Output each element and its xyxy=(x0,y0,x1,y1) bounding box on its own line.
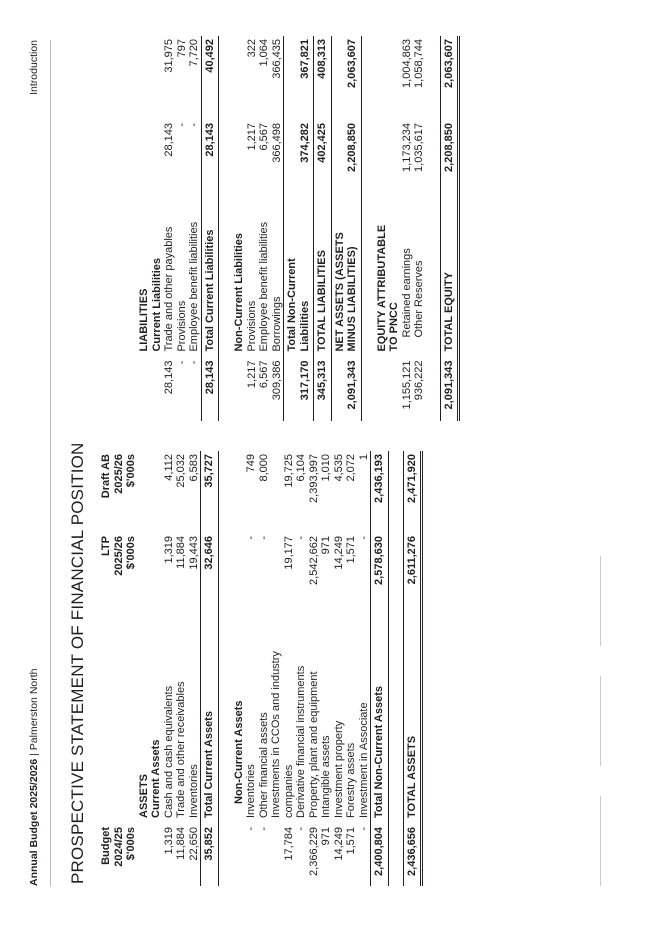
cell-ltp: 1,217 xyxy=(245,123,258,151)
cell-label: Total Current Liabilities xyxy=(201,204,219,358)
footer-rule xyxy=(600,556,602,646)
cell-budget: 22,650 xyxy=(187,827,200,861)
total-liabilities-row xyxy=(314,36,332,421)
cell-draft: 8,000 xyxy=(257,454,270,482)
liabilities-heading: LIABILITIES xyxy=(138,288,150,352)
cell-ltp: 366,498 xyxy=(270,123,283,163)
cell-draft: 31,975 xyxy=(163,39,175,73)
total-noncurrent-liabilities-row xyxy=(284,36,314,421)
cell-budget: 309,386 xyxy=(270,360,283,401)
cell-draft: 2,063,607 xyxy=(440,36,459,120)
cell-label: NET ASSETS (ASSETS MINUS LIABILITIES) xyxy=(331,204,361,358)
table-row xyxy=(320,451,333,886)
cell-draft: 797 xyxy=(175,39,188,58)
cell-budget: 1,217 xyxy=(245,360,258,389)
cell-ltp: - xyxy=(257,536,270,540)
cell-label: Forestry assets xyxy=(345,742,357,818)
cell-budget: - xyxy=(257,827,270,831)
table-row xyxy=(175,451,188,886)
cell-budget: 17,784 xyxy=(282,827,295,861)
draft-col-head-2: 2025/26 xyxy=(112,454,125,494)
cell-ltp: - xyxy=(188,123,200,127)
cell-ltp: 1,319 xyxy=(162,536,175,564)
cell-budget: 2,366,229 xyxy=(307,827,320,876)
cell-budget: - xyxy=(188,360,200,365)
cell-ltp: 402,425 xyxy=(314,120,332,204)
cell-budget: - xyxy=(175,360,188,365)
cell-budget: 2,091,343 xyxy=(440,358,459,421)
table-row xyxy=(163,36,176,421)
cell-budget: 1,155,121 xyxy=(400,360,413,410)
draft-col-head-3: $'000s xyxy=(125,454,137,488)
cell-ltp: 11,884 xyxy=(175,536,187,569)
header-separator: | xyxy=(28,753,40,756)
cell-draft: 19,725 xyxy=(282,454,295,488)
table-row xyxy=(358,451,371,886)
cell-ltp: 971 xyxy=(320,536,332,555)
cell-draft: 322 xyxy=(245,39,258,58)
cell-draft: 25,032 xyxy=(175,454,187,488)
cell-label: Trade and other receivables xyxy=(175,681,187,818)
cell-ltp: 1,173,234 xyxy=(400,123,413,172)
budget-col-head-2: 2024/25 xyxy=(112,827,125,867)
table-row xyxy=(245,451,258,886)
page-title: PROSPECTIVE STATEMENT OF FINANCIAL POSITION xyxy=(68,442,87,884)
total-current-liabilities-row xyxy=(201,36,219,421)
cell-draft: 367,821 xyxy=(284,36,314,120)
header-rule xyxy=(50,40,51,886)
cell-draft: 2,072 xyxy=(345,454,357,482)
cell-budget: 936,222 xyxy=(413,360,425,401)
cell-draft: 6,583 xyxy=(187,454,200,482)
cell-ltp: - xyxy=(357,536,370,540)
cell-draft: 2,393,997 xyxy=(307,454,320,503)
document-title: Annual Budget 2025/2026 xyxy=(28,758,40,886)
table-row xyxy=(188,36,201,421)
total-current-assets-row xyxy=(201,451,219,886)
cell-draft: 366,435 xyxy=(270,39,283,79)
table-row xyxy=(188,451,201,886)
organisation-name: Palmerston North xyxy=(28,668,40,751)
table-row xyxy=(295,451,308,886)
cell-ltp: 1,035,617 xyxy=(413,123,425,172)
ltp-col-head-2: 2025/26 xyxy=(112,536,125,576)
ltp-col-head-3: $'000s xyxy=(125,536,137,570)
footer-rule xyxy=(600,796,602,886)
table-row xyxy=(258,451,271,886)
cell-budget: 2,436,656 xyxy=(403,824,422,886)
cell-draft: 408,313 xyxy=(314,36,332,120)
equity-heading: EQUITY ATTRIBUTABLE TO PNCC xyxy=(375,224,400,352)
cell-draft: 749 xyxy=(245,454,257,473)
cell-label: Inventories xyxy=(187,764,200,818)
net-assets-row xyxy=(331,36,361,421)
liabilities-equity-table xyxy=(100,36,460,421)
cell-label: Total Non-Current Assets xyxy=(371,615,389,824)
cell-label: Retained earnings xyxy=(400,248,413,338)
draft-col-head-1: Draft AB xyxy=(100,454,112,499)
total-noncurrent-assets-row xyxy=(371,451,389,886)
total-equity-row xyxy=(440,36,459,421)
cell-budget: 28,143 xyxy=(163,360,175,395)
cell-budget: 2,400,804 xyxy=(371,824,389,886)
cell-ltp: 2,208,850 xyxy=(440,120,459,204)
total-assets-row xyxy=(403,451,422,886)
cell-budget: 6,567 xyxy=(258,360,270,389)
cell-ltp: 2,611,276 xyxy=(403,533,422,615)
cell-draft: 2,436,193 xyxy=(371,451,389,533)
assets-heading: ASSETS xyxy=(137,773,150,818)
cell-draft: 4,535 xyxy=(332,454,345,482)
cell-ltp: 2,542,662 xyxy=(307,536,320,585)
cell-label: Intangible assets xyxy=(320,735,332,818)
cell-draft: 6,104 xyxy=(295,454,307,482)
cell-label: Derivative financial instruments xyxy=(295,665,307,818)
cell-label: TOTAL ASSETS xyxy=(403,615,422,824)
budget-col-head-3: $'000s xyxy=(125,827,137,861)
current-liabilities-heading: Current Liabilities xyxy=(150,258,163,352)
cell-ltp: 374,282 xyxy=(284,120,314,204)
cell-budget: 1,319 xyxy=(162,827,175,855)
cell-label: TOTAL LIABILITIES xyxy=(314,204,332,358)
cell-ltp: 28,143 xyxy=(163,123,175,157)
cell-ltp: - xyxy=(245,536,257,540)
cell-label: Provisions xyxy=(175,300,188,352)
cell-draft: 1,004,863 xyxy=(400,39,413,88)
cell-label: Total Current Assets xyxy=(201,615,219,824)
cell-ltp: 2,208,850 xyxy=(331,120,361,204)
cell-budget: - xyxy=(295,827,307,831)
noncurrent-liabilities-heading: Non-Current Liabilities xyxy=(233,232,245,352)
cell-budget: - xyxy=(245,827,257,831)
cell-ltp: 1,571 xyxy=(345,536,357,564)
cell-label: Inventories xyxy=(245,764,257,818)
cell-draft: 4,112 xyxy=(162,454,175,481)
cell-draft: 1,058,744 xyxy=(413,39,425,88)
cell-label: Total Non-Current Liabilities xyxy=(284,204,314,358)
page-header-left xyxy=(28,669,40,887)
cell-label: Borrowings xyxy=(270,296,283,352)
cell-draft: 2,063,607 xyxy=(331,36,361,120)
column-header-row xyxy=(100,451,113,886)
table-row xyxy=(333,451,346,886)
ltp-col-head-1: LTP xyxy=(100,536,112,556)
cell-ltp: - xyxy=(175,123,188,127)
table-row xyxy=(270,451,295,886)
cell-budget: - xyxy=(357,827,370,831)
cell-label: Other Reserves xyxy=(413,260,425,338)
assets-table xyxy=(100,451,423,886)
cell-ltp: 19,177 xyxy=(282,536,295,570)
table-row xyxy=(413,36,426,421)
cell-label: TOTAL EQUITY xyxy=(440,204,459,358)
cell-label: Other financial assets xyxy=(257,712,270,818)
table-row xyxy=(163,451,176,886)
cell-budget: 14,249 xyxy=(332,827,345,861)
table-row xyxy=(271,36,284,421)
section-name: Introduction xyxy=(28,40,40,95)
cell-budget: 28,143 xyxy=(201,358,219,421)
cell-ltp: 14,249 xyxy=(332,536,345,570)
cell-budget: 35,852 xyxy=(201,824,219,886)
noncurrent-assets-heading: Non-Current Assets xyxy=(232,700,245,804)
cell-label: Property, plant and equipment xyxy=(307,671,320,818)
cell-budget: 317,170 xyxy=(284,358,314,421)
cell-label: Investment in Associate xyxy=(357,702,370,818)
cell-ltp: 28,143 xyxy=(201,120,219,204)
current-assets-heading: Current Assets xyxy=(150,739,162,818)
table-row xyxy=(258,36,271,421)
cell-budget: 11,884 xyxy=(175,827,187,860)
cell-ltp: 2,578,630 xyxy=(371,533,389,615)
cell-draft: 35,727 xyxy=(201,451,219,533)
cell-label: Cash and cash equivalents xyxy=(162,685,175,818)
table-row xyxy=(308,451,321,886)
table-row xyxy=(246,36,259,421)
cell-draft: 2,471,920 xyxy=(403,451,422,533)
cell-label: Trade and other payables xyxy=(163,226,175,352)
cell-label: Investment property xyxy=(332,720,345,818)
cell-draft: 1,064 xyxy=(258,39,270,67)
cell-ltp: 19,443 xyxy=(187,536,200,570)
cell-draft: 1,010 xyxy=(320,454,332,482)
cell-label: Employee benefit liabilities xyxy=(258,221,270,352)
cell-ltp: 32,646 xyxy=(201,533,219,615)
cell-budget: 971 xyxy=(320,827,332,846)
cell-label: Employee benefit liabilities xyxy=(188,221,200,352)
cell-draft: 1 xyxy=(357,454,370,461)
cell-label: Provisions xyxy=(245,300,258,352)
cell-budget: 2,091,343 xyxy=(331,358,361,421)
table-row xyxy=(345,451,358,886)
cell-draft: 40,492 xyxy=(201,36,219,120)
footer-rule xyxy=(600,676,602,766)
table-row xyxy=(401,36,414,421)
table-row xyxy=(176,36,189,421)
cell-label: Investments in CCOs and industry companies xyxy=(270,651,295,818)
cell-ltp: - xyxy=(295,536,307,540)
cell-draft: 7,720 xyxy=(188,39,200,67)
cell-ltp: 6,567 xyxy=(258,123,270,151)
cell-budget: 1,571 xyxy=(345,827,357,855)
cell-budget: 345,313 xyxy=(314,358,332,421)
budget-col-head-1: Budget xyxy=(100,827,112,865)
